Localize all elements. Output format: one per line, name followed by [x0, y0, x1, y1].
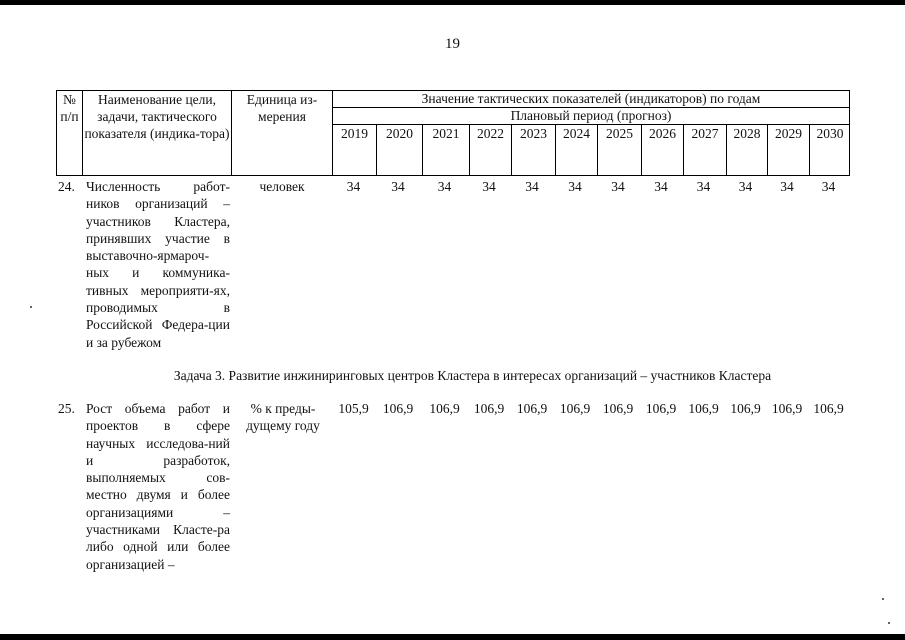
header-year-10: 2029	[767, 125, 809, 175]
value-cell: 106,9	[688, 401, 719, 416]
scan-speck	[882, 598, 884, 600]
value-cell: 34	[780, 179, 794, 194]
header-year-1: 2020	[376, 125, 422, 175]
value-cell: 105,9	[338, 401, 369, 416]
scan-speck	[888, 622, 890, 624]
header-values-title: Значение тактических показателей (индикаторов) по годам	[332, 90, 850, 108]
header-year-5: 2024	[555, 125, 597, 175]
scan-top-edge	[0, 0, 905, 5]
value-cell: 34	[738, 179, 753, 194]
header-year-9: 2028	[726, 125, 767, 175]
scan-bottom-edge	[0, 634, 905, 640]
value-cell: 34	[525, 179, 539, 194]
header-unit	[231, 90, 333, 176]
header-year-4: 2023	[511, 125, 555, 175]
value-cell: 106,9	[516, 401, 548, 416]
header-name-label: Наименование цели, задачи, тактического показателя (индика-тора)	[84, 92, 230, 141]
value-cell: 34	[391, 179, 405, 194]
header-years-row	[332, 124, 850, 176]
value-cell: 106,9	[730, 401, 761, 416]
value-cell: 34	[482, 179, 496, 194]
value-cell: 106,9	[429, 401, 460, 416]
value-cell: 34	[437, 179, 452, 194]
header-unit-label: Единица из-мерения	[246, 92, 318, 124]
scan-speck	[30, 306, 32, 308]
header-period-title: Плановый период (прогноз)	[332, 107, 850, 125]
value-cell: 34	[346, 179, 361, 194]
value-cell: 106,9	[645, 401, 677, 416]
page-number: 19	[445, 36, 460, 52]
row-25-name: Рост объема работ и проектов в сфере научных исследова-ний и разработок, выполняемых сов-местно двумя и более организациями – участниками Класте-ра либо одной или более организацией –	[86, 401, 230, 572]
value-cell: 34	[821, 179, 836, 194]
section-heading: Задача 3. Развитие инжиниринговых центров Кластера в интересах организаций – участников Кластера	[173, 368, 772, 383]
row-25-unit: % к преды-дущему году	[246, 401, 320, 434]
header-year-6: 2025	[597, 125, 641, 175]
header-year-0: 2019	[341, 126, 368, 141]
header-year-8: 2027	[683, 125, 726, 175]
value-cell: 34	[568, 179, 582, 194]
value-cell: 106,9	[602, 401, 634, 416]
header-num	[56, 90, 83, 176]
header-name	[82, 90, 232, 176]
row-24-name: Численность работ-ников организаций – участников Кластера, принявших участие в выставочно-ярмароч-ных и коммуника-тивных мероприяти-ях, проводимых в Российской Федера-ции и за рубежом	[86, 179, 230, 350]
header-year-11: 2030	[809, 125, 850, 175]
value-cell: 106,9	[771, 401, 803, 416]
row-24-unit: человек	[259, 179, 305, 194]
value-cell: 34	[654, 179, 668, 194]
value-cell: 34	[611, 179, 625, 194]
value-cell: 106,9	[473, 401, 505, 416]
row-25-num: 25.	[58, 401, 75, 416]
header-year-7: 2026	[641, 125, 683, 175]
value-cell: 106,9	[382, 401, 414, 416]
value-cell: 106,9	[559, 401, 591, 416]
header-year-3: 2022	[469, 125, 511, 175]
header-num-label: № п/п	[60, 92, 79, 124]
row-24-num: 24.	[58, 179, 75, 194]
value-cell: 106,9	[813, 401, 844, 416]
value-cell: 34	[696, 179, 711, 194]
header-year-2: 2021	[422, 125, 469, 175]
